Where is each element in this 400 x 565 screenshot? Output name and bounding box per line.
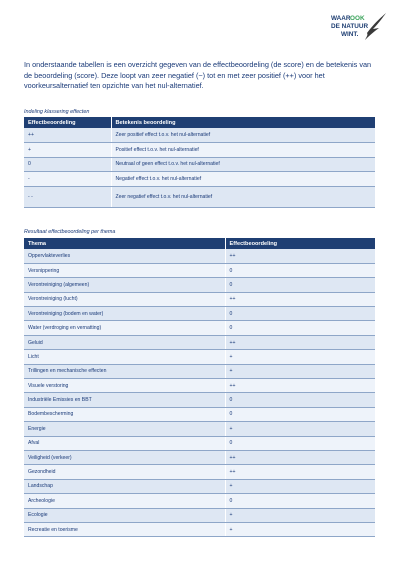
table-row (24, 450, 375, 464)
table-row (24, 143, 375, 158)
table-row (24, 494, 375, 508)
table-cell: Water (verdroging en vernatting) (24, 321, 225, 335)
table2-caption: Resultaat effectbeoordeling per thema (24, 229, 116, 235)
table-row (24, 278, 375, 292)
table-cell: Geluid (24, 335, 225, 349)
logo (329, 11, 387, 43)
table-cell: + (225, 364, 375, 378)
table-row (24, 364, 375, 378)
table-row (24, 479, 375, 493)
table-cell: + (24, 143, 111, 158)
table-row (24, 263, 375, 277)
table-cell: - (24, 172, 111, 187)
table-cell: ++ (24, 128, 111, 143)
table-cell: Neutraal of geen effect t.o.v. het nul-alternatief (111, 157, 375, 172)
column-header: Effectbeoordeling (225, 238, 375, 249)
table-row (24, 128, 375, 143)
table-cell: + (225, 508, 375, 522)
table-cell: 0 (225, 393, 375, 407)
table-cell: Gezondheid (24, 465, 225, 479)
table-cell: Licht (24, 350, 225, 364)
table-cell: Recreatie en toerisme (24, 522, 225, 536)
table-cell: Visuele verstoring (24, 379, 225, 393)
table-cell: + (225, 522, 375, 536)
table-cell: 0 (225, 263, 375, 277)
table-cell: 0 (225, 321, 375, 335)
table-cell: Verontreiniging (algemeen) (24, 278, 225, 292)
classification-table (24, 117, 375, 208)
table-row (24, 379, 375, 393)
table-cell: 0 (225, 307, 375, 321)
table-row (24, 465, 375, 479)
table-row (24, 321, 375, 335)
table-cell: Negatief effect t.o.v. het nul-alternatief (111, 172, 375, 187)
table-cell: Bodembescherming (24, 407, 225, 421)
table-row (24, 522, 375, 536)
table-cell: Energie (24, 422, 225, 436)
table-row (24, 508, 375, 522)
table-cell: ++ (225, 335, 375, 349)
table-cell: ++ (225, 450, 375, 464)
table-row (24, 292, 375, 306)
table-cell: ++ (225, 249, 375, 263)
table-cell: Zeer positief effect t.o.v. het nul-alternatief (111, 128, 375, 143)
table-cell: Ecologie (24, 508, 225, 522)
table-cell: Afval (24, 436, 225, 450)
table1-caption: Indeling klassering effecten (24, 109, 90, 115)
table-cell: ++ (225, 465, 375, 479)
column-header: Thema (24, 238, 225, 249)
table-cell: 0 (225, 278, 375, 292)
table-cell: 0 (225, 494, 375, 508)
table-cell: 0 (225, 407, 375, 421)
table-cell: Versnippering (24, 263, 225, 277)
column-header: Betekenis beoordeling (111, 117, 375, 128)
table-row (24, 407, 375, 421)
logo-text-line1b: OOK (350, 15, 365, 22)
table-cell: - - (24, 186, 111, 207)
table-cell: ++ (225, 379, 375, 393)
table-row (24, 422, 375, 436)
table-row (24, 249, 375, 263)
table-cell: Oppervlakteverlies (24, 249, 225, 263)
table-row (24, 307, 375, 321)
table-cell: Archeologie (24, 494, 225, 508)
table-cell: Positief effect t.o.v. het nul-alternatief (111, 143, 375, 158)
table-row (24, 186, 375, 207)
theme-results-table (24, 238, 375, 537)
table-cell: Verontreiniging (lucht) (24, 292, 225, 306)
logo-text-line2: DE NATUUR (331, 23, 369, 30)
table-cell: Landschap (24, 479, 225, 493)
column-header: Effectbeoordeling (24, 117, 111, 128)
table-cell: 0 (225, 436, 375, 450)
table-cell: 0 (24, 157, 111, 172)
table-cell: + (225, 479, 375, 493)
table-row (24, 335, 375, 349)
table-row (24, 350, 375, 364)
table-cell: ++ (225, 292, 375, 306)
table-row (24, 157, 375, 172)
table-cell: + (225, 350, 375, 364)
table-row (24, 393, 375, 407)
logo-text-line1: WAAR (331, 15, 351, 22)
table-cell: Trillingen en mechanische effecten (24, 364, 225, 378)
table-cell: Industriële Emissies en BBT (24, 393, 225, 407)
intro-paragraph: In onderstaande tabellen is een overzicht gegeven van de effectbeoordeling (de score) en de betekenis van de beoordeling (score). Deze loopt van zeer negatief (−) tot en met zeer positief (++) voor het voorkeursalternatief ten opzichte van het nul-alternatief. (24, 60, 372, 90)
table-cell: + (225, 422, 375, 436)
logo-text-line3: WINT. (341, 31, 359, 38)
table-cell: Veiligheid (verkeer) (24, 450, 225, 464)
table-row (24, 436, 375, 450)
table-cell: Zeer negatief effect t.o.v. het nul-alternatief (111, 186, 375, 207)
table-row (24, 172, 375, 187)
table-cell: Verontreiniging (bodem en water) (24, 307, 225, 321)
